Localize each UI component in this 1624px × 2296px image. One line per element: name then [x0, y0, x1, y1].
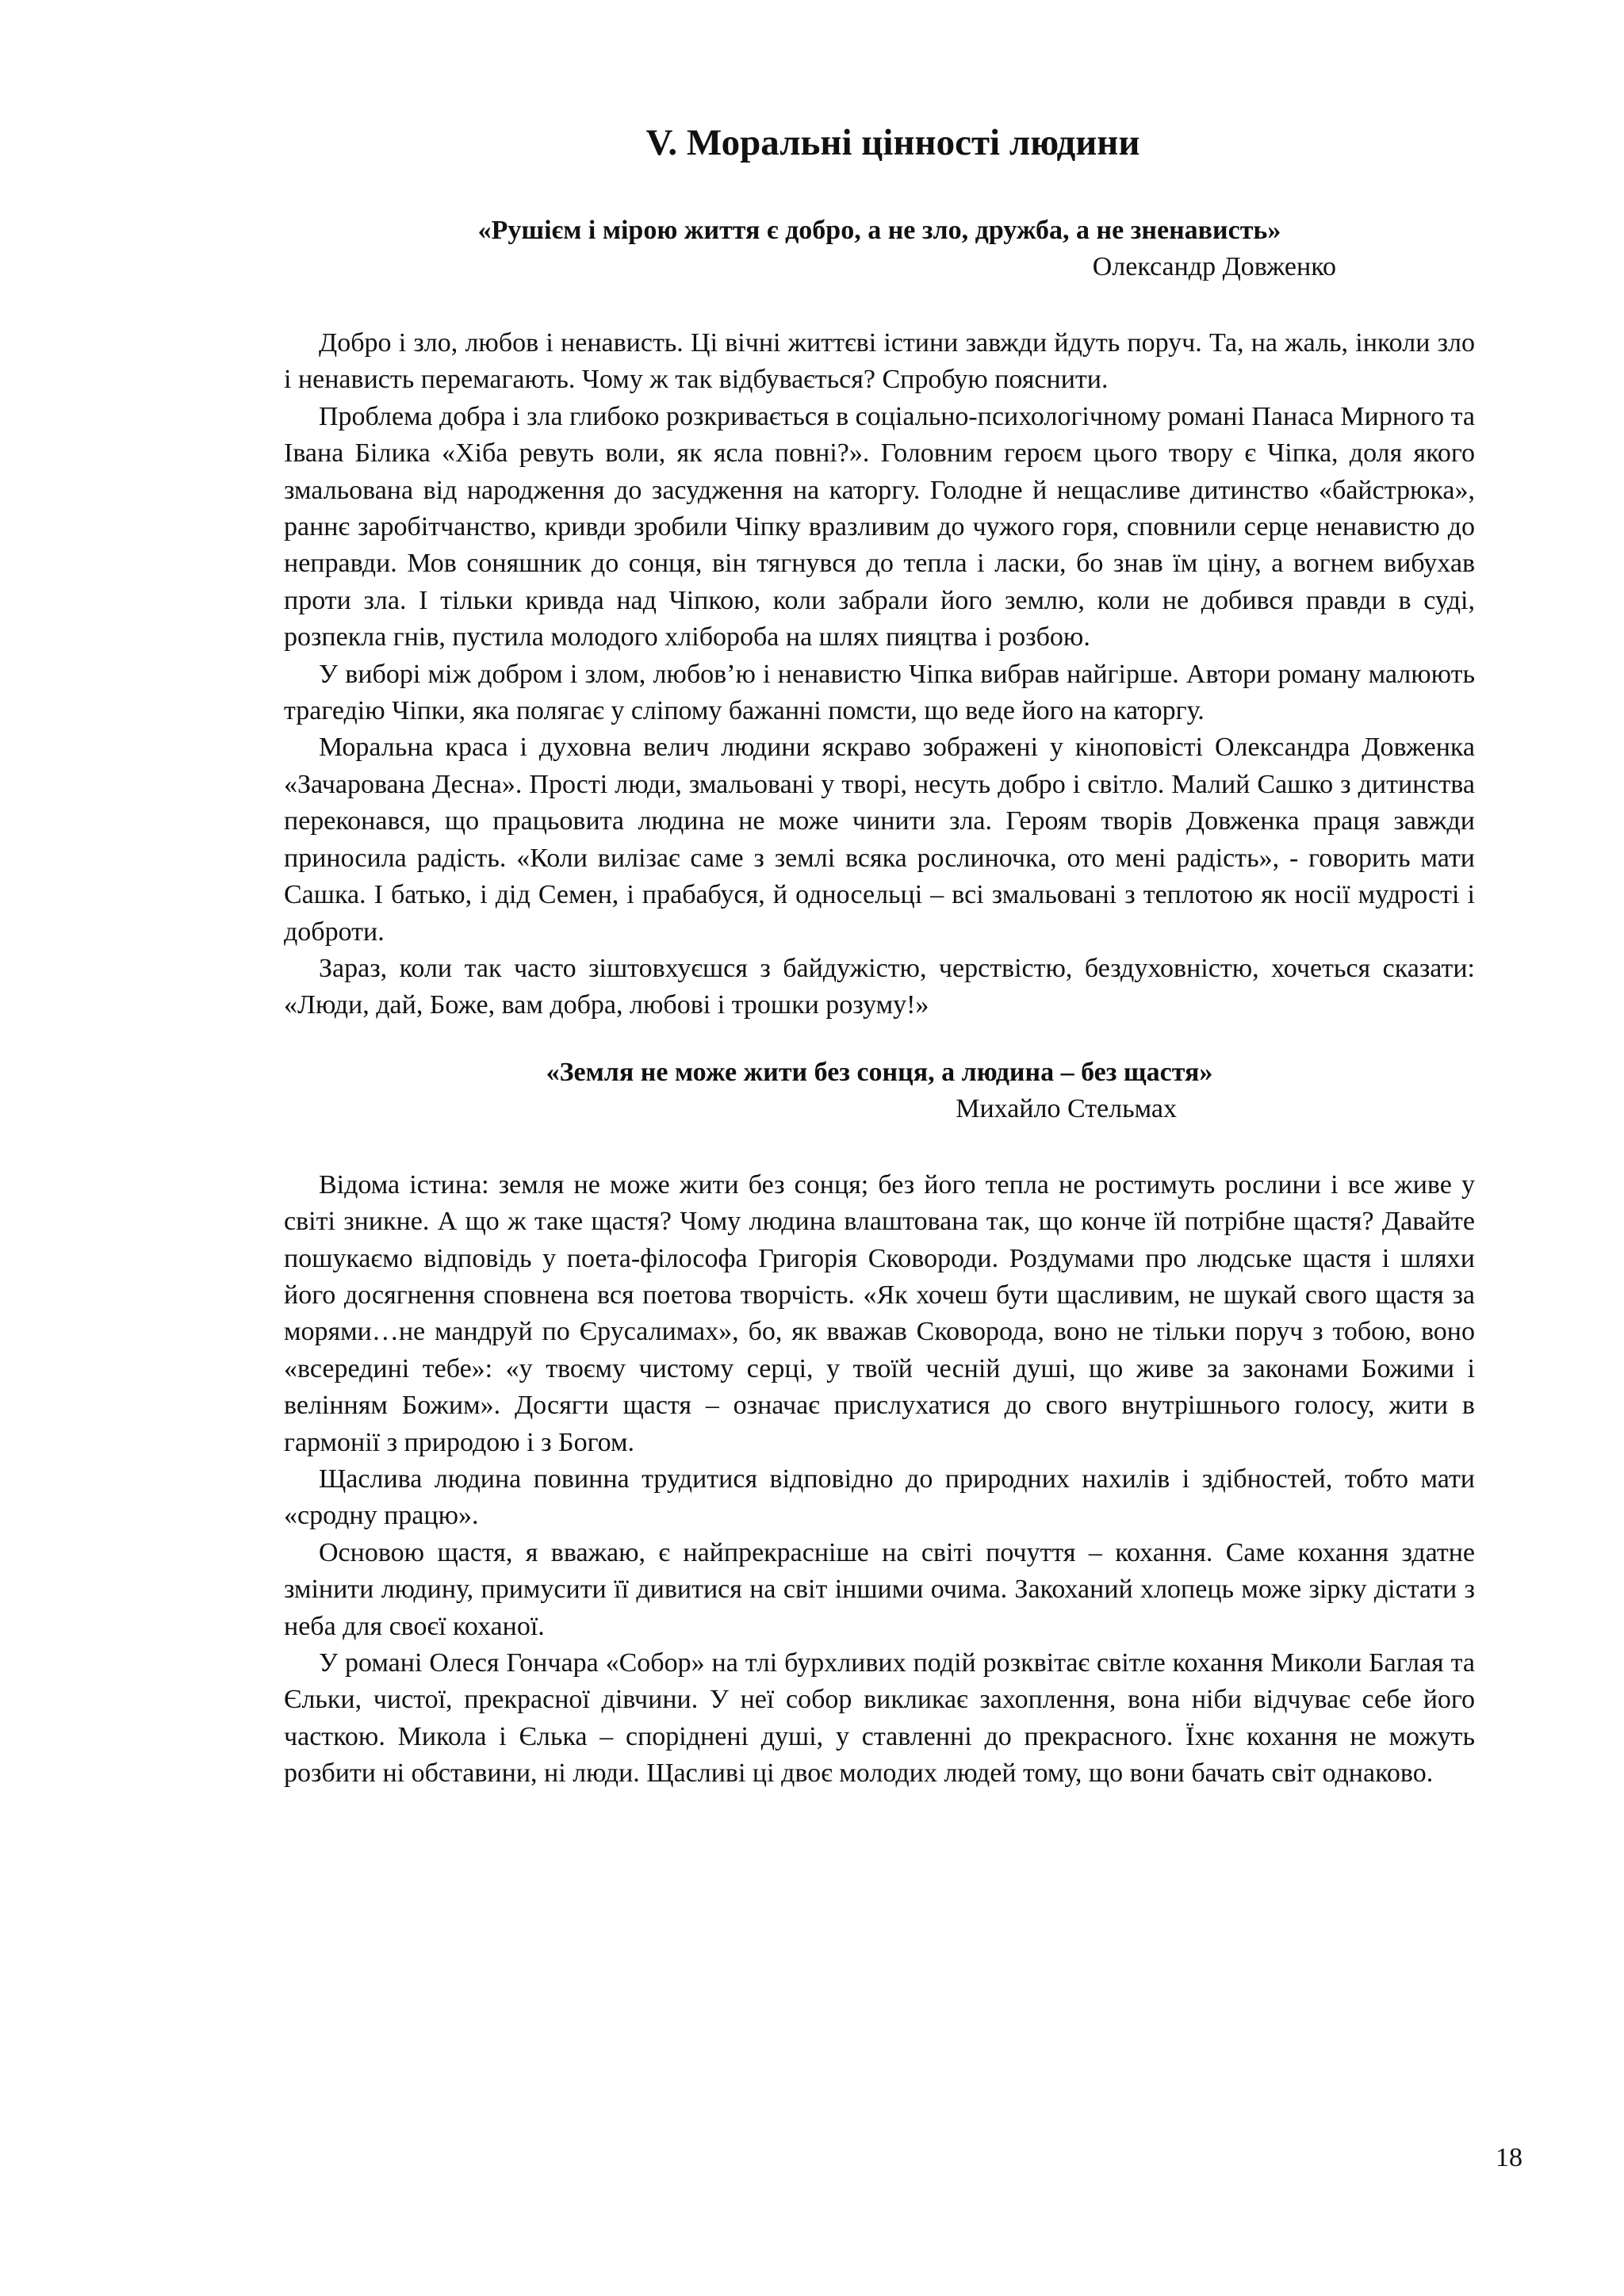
- page-content: [284, 119, 1475, 1793]
- paragraph: Моральна краса і духовна велич людини яскраво зображені у кіноповісті Олександра Довженка «Зачарована Десна». Прості люди, змальовані у творі, несуть добро і світло. Малий Сашко з дитинства переконався, що працьовита людина не може чинити зла. Героям творів Довженка праця завжди приносила радість. «Коли вилізає саме з землі всяка рослиночка, ото мені радість», - говорить мати Сашка. І батько, і дід Семен, і прабабуся, й односельці – всі змальовані з теплотою як носії мудрості і доброти.: [284, 733, 1475, 947]
- epigraph-2: «Земля не може жити без сонця, а людина – без щастя»: [546, 1057, 1213, 1087]
- section-1: [284, 212, 1475, 1024]
- paragraph: У романі Олеся Гончара «Собор» на тлі бурхливих подій розквітає світле кохання Миколи Баглая та Єльки, чистої, прекрасної дівчини. У неї собор викликає захоплення, вона ніби відчуває себе його часткою. Микола і Єлька – споріднені душі, у ставленні до прекрасного. Їхнє кохання не можуть розбити ні обставини, ні люди. Щасливі ці двоє молодих людей тому, що вони бачать світ однаково.: [284, 1648, 1475, 1789]
- epigraph-author-1: Олександр Довженко: [1092, 252, 1336, 281]
- epigraph-1: «Рушієм і мірою життя є добро, а не зло, дружба, а не зненависть»: [477, 216, 1281, 245]
- paragraph: Проблема добра і зла глибоко розкривається в соціально-психологічному романі Панаса Мирного та Івана Білика «Хіба ревуть воли, як ясла повні?». Головним героєм цього твору є Чіпка, доля якого змальована від народження до засудження на каторгу. Голодне й нещасливе дитинство «байстрюка», раннє заробітчанство, кривди зробили Чіпку вразливим до чужого горя, сповнили серце ненавистю до неправди. Мов соняшник до сонця, він тягнувся до тепла і ласки, бо знав їм ціну, а вогнем вибухав проти зла. І тільки кривда над Чіпкою, коли забрали його землю, коли не добився правди в суді, розпекла гнів, пустила молодого хлібороба на шлях пияцтва і розбою.: [284, 401, 1475, 652]
- epigraph-author-2: Михайло Стельмах: [956, 1093, 1177, 1123]
- paragraph: Зараз, коли так часто зіштовхуєшся з байдужістю, черствістю, бездуховністю, хочеться сказати: «Люди, дай, Боже, вам добра, любові і трошки розуму!»: [284, 953, 1475, 1020]
- paragraph: У виборі між добром і злом, любов’ю і ненавистю Чіпка вибрав найгірше. Автори роману малюють трагедію Чіпки, яка полягає у сліпому бажанні помсти, що веде його на каторгу.: [284, 659, 1475, 726]
- paragraph: Основою щастя, я вважаю, є найпрекрасніше на світі почуття – кохання. Саме кохання здатне змінити людину, примусити її дивитися на світ іншими очима. Закоханий хлопець може зірку дістати з неба для своєї коханої.: [284, 1537, 1475, 1641]
- section-2: [284, 1054, 1475, 1793]
- paragraph: Добро і зло, любов і ненависть. Ці вічні життєві істини завжди йдуть поруч. Та, на жаль, інколи зло і ненависть перемагають. Чому ж так відбувається? Спробую пояснити.: [284, 328, 1475, 395]
- chapter-title: V. Моральні цінності людини: [645, 122, 1140, 163]
- paragraph: Відома істина: земля не може жити без сонця; без його тепла не ростимуть рослини і все живе у світі зникне. А що ж таке щастя? Чому людина влаштована так, що конче їй потрібне щастя? Давайте пошукаємо відповідь у поета-філософа Григорія Сковороди. Роздумами про людське щастя і шляхи його досягнення сповнена вся поетова творчість. «Як хочеш бути щасливим, не шукай свого щастя за морями…не мандруй по Єрусалимах», бо, як вважав Сковорода, воно не тільки поруч з тобою, воно «всередині тебе»: «у твоєму чистому серці, у твоїй чесній душі, що живе за законами Божими і велінням Божим». Досягти щастя – означає прислухатися до свого внутрішнього голосу, жити в гармонії з природою і з Богом.: [284, 1169, 1475, 1457]
- page-number: 18: [1496, 2143, 1522, 2172]
- paragraph: Щаслива людина повинна трудитися відповідно до природних нахилів і здібностей, тобто мати «сродну працю».: [284, 1464, 1475, 1531]
